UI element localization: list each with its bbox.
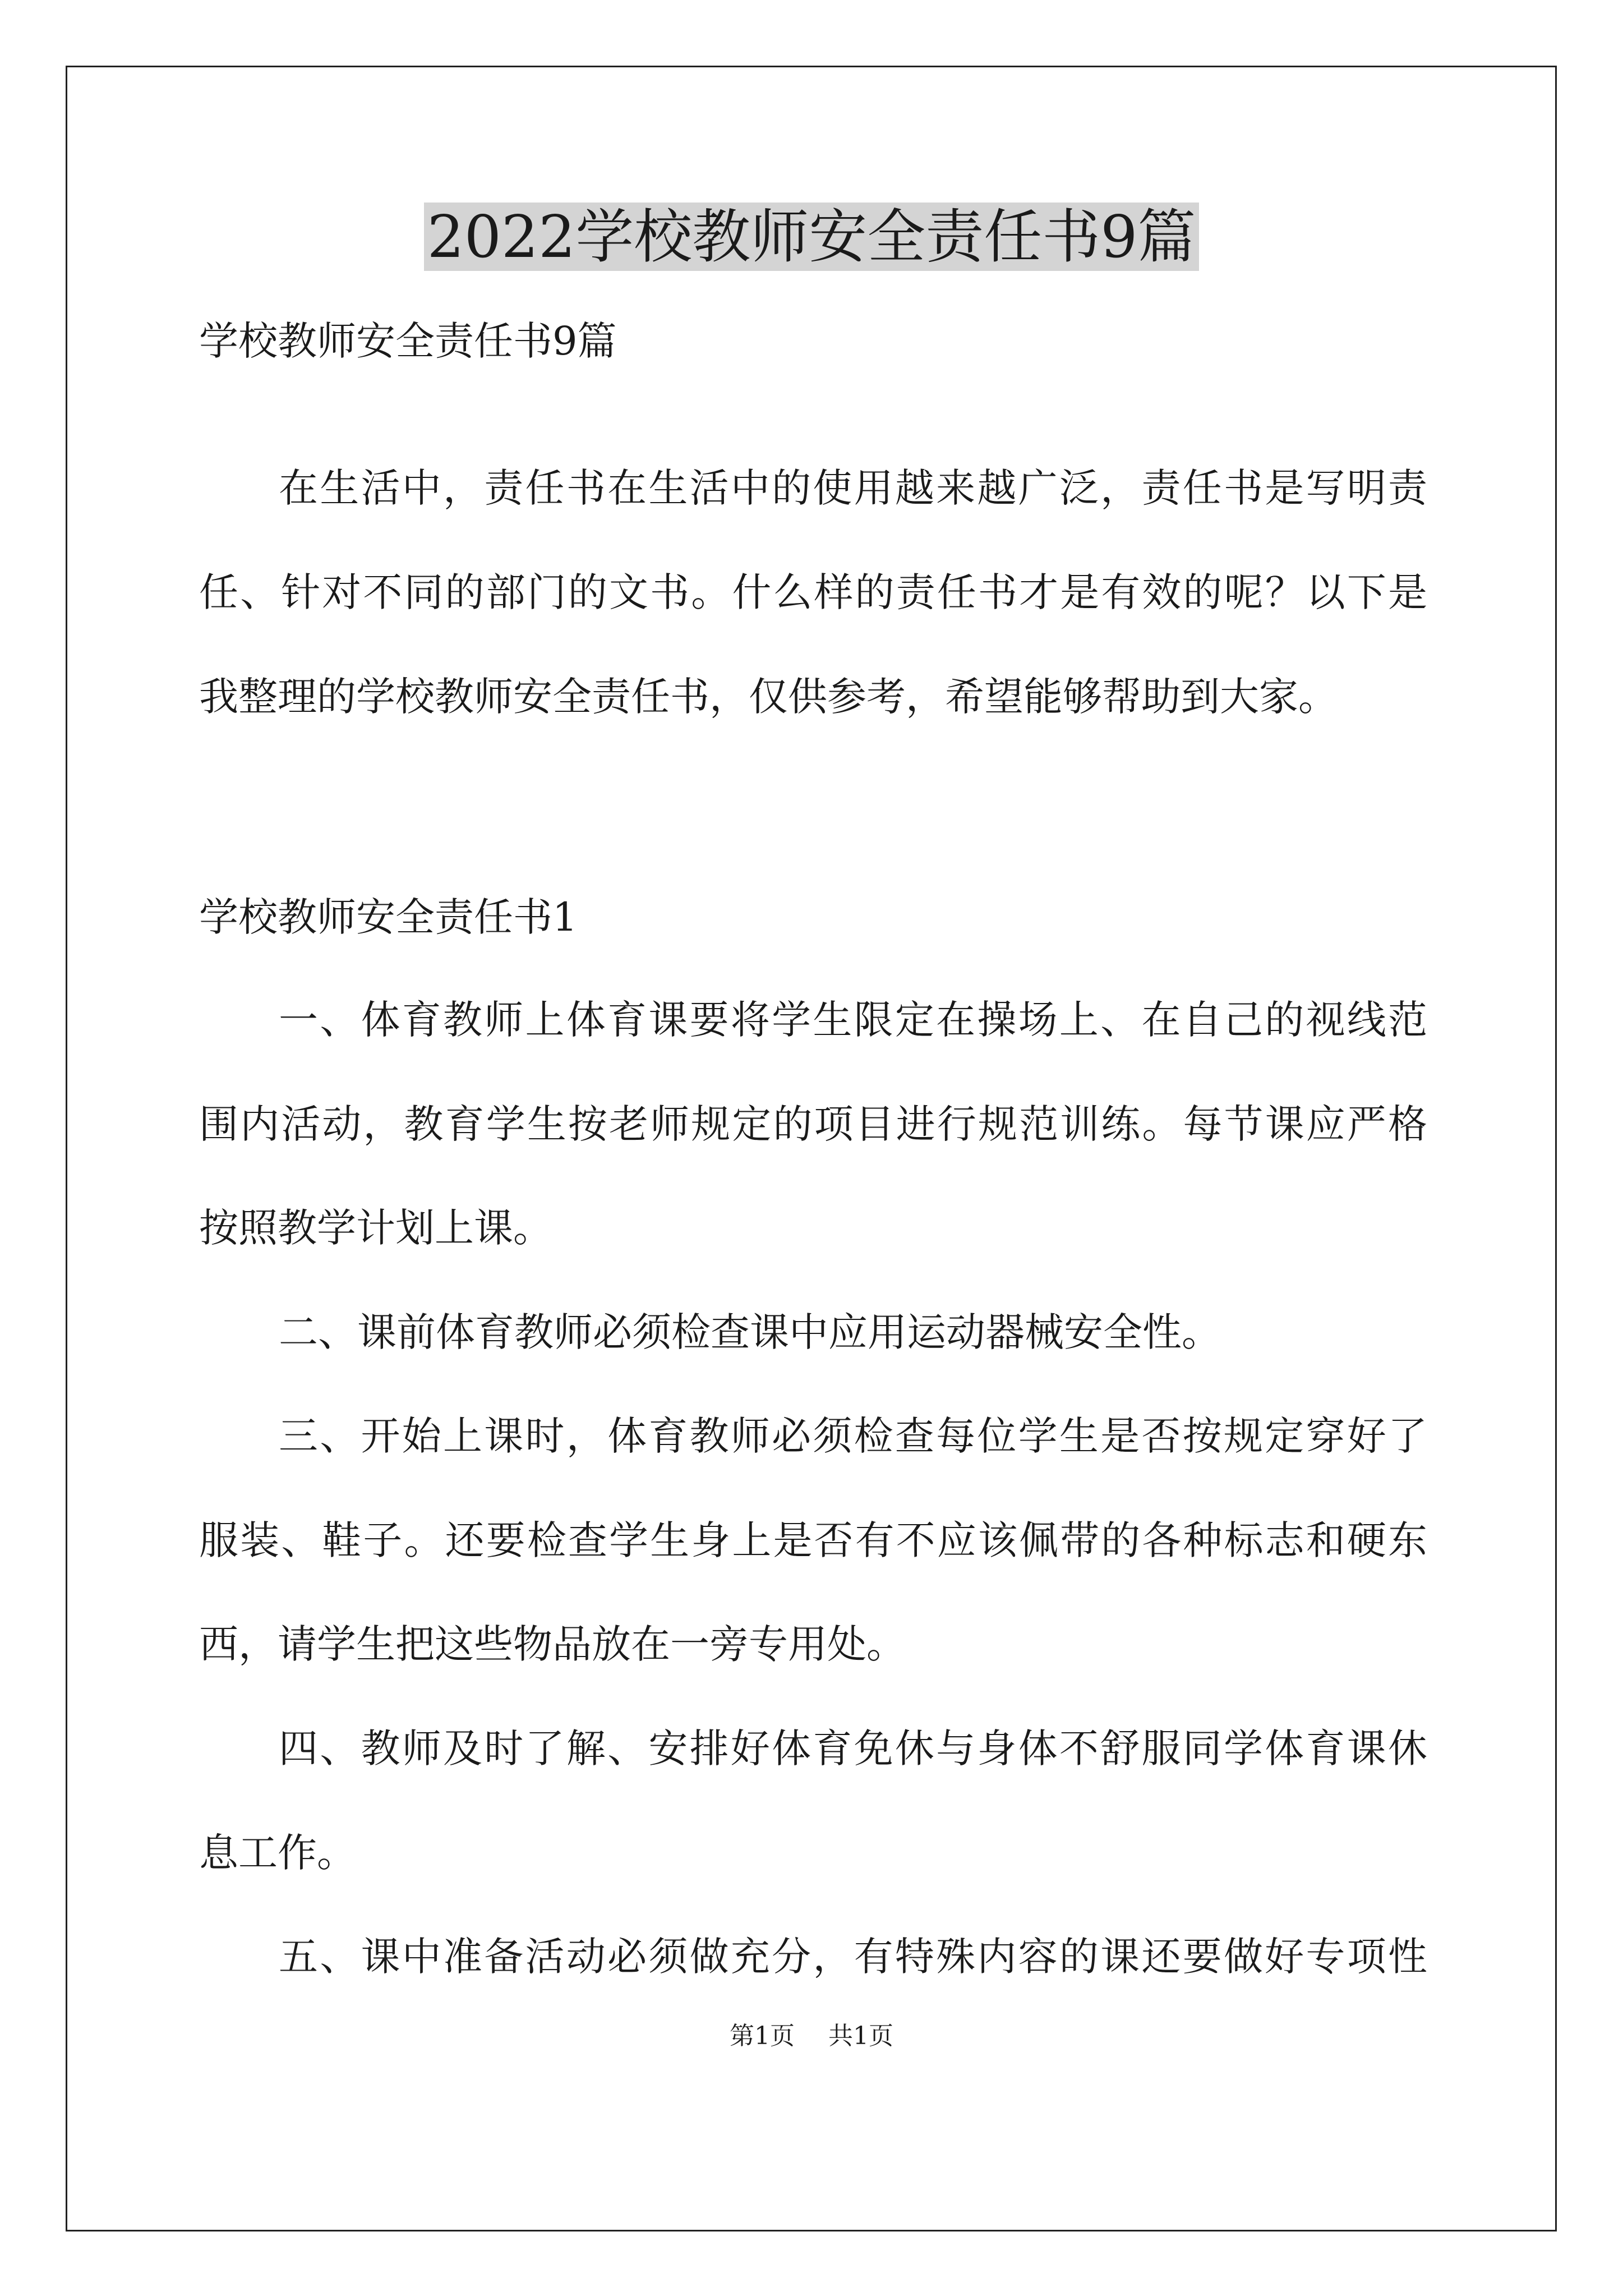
page-number-current: 第1页 <box>730 2022 795 2050</box>
page-footer <box>0 2019 1623 2053</box>
document-title: 2022学校教师安全责任书9篇 <box>0 197 1623 276</box>
section-heading: 学校教师安全责任书1 <box>199 894 578 940</box>
body-line-9: 息工作。 <box>199 1830 356 1876</box>
body-line-1: 一、体育教师上体育课要将学生限定在操场上、在自己的视线范 <box>279 997 1427 1043</box>
intro-line-2: 任、针对不同的部门的文书。什么样的责任书才是有效的呢？以下是 <box>199 569 1427 615</box>
body-line-10: 五、课中准备活动必须做充分，有特殊内容的课还要做好专项性 <box>279 1934 1427 1980</box>
intro-line-1: 在生活中，责任书在生活中的使用越来越广泛，责任书是写明责 <box>279 465 1427 511</box>
body-line-7: 西，请学生把这些物品放在一旁专用处。 <box>199 1621 906 1667</box>
body-line-6: 服装、鞋子。还要检查学生身上是否有不应该佩带的各种标志和硬东 <box>199 1517 1427 1563</box>
body-line-5: 三、开始上课时，体育教师必须检查每位学生是否按规定穿好了 <box>279 1413 1427 1459</box>
body-line-8: 四、教师及时了解、安排好体育免休与身体不舒服同学体育课休 <box>279 1726 1427 1772</box>
body-line-2: 围内活动，教育学生按老师规定的项目进行规范训练。每节课应严格 <box>199 1101 1427 1147</box>
page-number-total: 共1页 <box>828 2022 893 2050</box>
document-subtitle: 学校教师安全责任书9篇 <box>199 318 617 364</box>
intro-line-3: 我整理的学校教师安全责任书，仅供参考，希望能够帮助到大家。 <box>199 674 1338 720</box>
body-line-4: 二、课前体育教师必须检查课中应用运动器械安全性。 <box>279 1309 1221 1355</box>
body-line-3: 按照教学计划上课。 <box>199 1205 552 1251</box>
